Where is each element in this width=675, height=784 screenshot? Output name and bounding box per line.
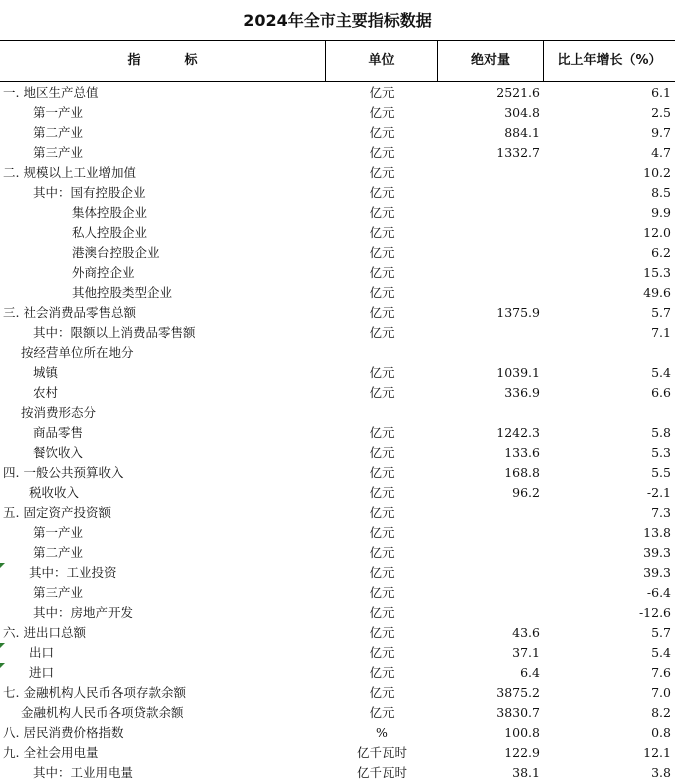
row-growth: 0.8 [651,725,671,740]
row-unit: 亿元 [369,265,395,280]
table-row [0,143,675,163]
row-growth: 5.3 [651,445,671,460]
row-unit: 亿元 [369,465,395,480]
row-absolute: 122.9 [504,745,540,760]
row-absolute: 1039.1 [496,365,540,380]
row-unit: 亿元 [369,325,395,340]
row-unit: 亿元 [369,365,395,380]
row-unit: 亿元 [369,625,395,640]
row-growth: 5.7 [651,305,671,320]
row-growth: 5.4 [651,365,671,380]
row-growth: 39.3 [643,545,671,560]
row-growth: 6.2 [651,245,671,260]
row-unit: 亿元 [369,125,395,140]
row-absolute: 43.6 [512,625,540,640]
row-name: 出口 [29,645,55,660]
table-row [0,543,675,563]
row-growth: -12.6 [638,605,671,620]
table-row [0,163,675,183]
table-row [0,563,675,583]
row-unit: 亿元 [369,165,395,180]
header-growth: 比上年增长（%） [557,53,662,68]
row-growth: 8.2 [651,705,671,720]
row-unit: 亿元 [369,85,395,100]
row-name: 其他控股类型企业 [72,285,173,300]
header-indicator-char-2: 标 [184,53,198,68]
row-unit: 亿元 [369,645,395,660]
row-growth: 3.8 [651,765,671,780]
row-unit: 亿元 [369,205,395,220]
row-absolute: 1332.7 [496,145,540,160]
row-name: 商品零售 [33,425,84,440]
row-growth: 7.3 [651,505,671,520]
row-unit: 亿元 [369,505,395,520]
row-absolute: 6.4 [520,665,540,680]
table-row [0,623,675,643]
row-name: 二. 规模以上工业增加值 [3,165,136,180]
row-unit: 亿元 [369,545,395,560]
row-name: 第二产业 [33,545,84,560]
row-name: 第二产业 [33,125,84,140]
header-absolute: 绝对量 [438,41,544,81]
row-name: 城镇 [33,365,59,380]
row-absolute: 884.1 [504,125,540,140]
row-name: 一. 地区生产总值 [3,85,99,100]
table-row [0,423,675,443]
table-body [0,83,675,783]
row-absolute: 96.2 [512,485,540,500]
row-absolute: 1242.3 [496,425,540,440]
row-name: 金融机构人民币各项贷款余额 [21,705,184,720]
row-unit: 亿元 [369,285,395,300]
row-name: 其中：国有控股企业 [33,185,146,200]
row-absolute: 304.8 [504,105,540,120]
row-name: 外商控企业 [72,265,135,280]
table-row [0,343,675,363]
table-row [0,103,675,123]
row-name: 私人控股企业 [72,225,148,240]
header-indicator [0,41,326,81]
row-unit: 亿元 [369,105,395,120]
table-row [0,523,675,543]
row-growth: 49.6 [643,285,671,300]
table-row [0,183,675,203]
row-growth: 8.5 [651,185,671,200]
row-name: 四. 一般公共预算收入 [3,465,124,480]
table-row [0,603,675,623]
row-name: 第三产业 [33,145,84,160]
table-row [0,123,675,143]
row-unit: 亿元 [369,565,395,580]
row-absolute: 2521.6 [496,85,540,100]
row-growth: 5.8 [651,425,671,440]
row-unit: 亿元 [369,245,395,260]
row-growth: 6.1 [651,85,671,100]
row-unit: 亿元 [369,605,395,620]
table-row [0,443,675,463]
row-unit: 亿元 [369,705,395,720]
row-name: 餐饮收入 [33,445,84,460]
row-absolute: 168.8 [504,465,540,480]
row-growth: 7.6 [651,665,671,680]
row-unit: 亿千瓦时 [356,765,407,780]
row-absolute: 3830.7 [496,705,540,720]
table-row [0,223,675,243]
row-growth: 15.3 [643,265,671,280]
row-unit: 亿元 [369,485,395,500]
row-name: 五. 固定资产投资额 [3,505,111,520]
row-absolute: 133.6 [504,445,540,460]
row-absolute: 3875.2 [496,685,540,700]
row-growth: -2.1 [646,485,671,500]
row-name: 按消费形态分 [21,405,97,420]
row-unit: 亿千瓦时 [356,745,407,760]
row-growth: 9.7 [651,125,671,140]
row-name: 第一产业 [33,105,84,120]
page-title: 2024年全市主要指标数据 [243,11,432,30]
row-unit: 亿元 [369,225,395,240]
row-name: 集体控股企业 [72,205,148,220]
row-growth: 6.6 [651,385,671,400]
row-name: 其中：限额以上消费品零售额 [33,325,196,340]
row-growth: 13.8 [643,525,671,540]
table-row [0,463,675,483]
row-growth: 7.1 [651,325,671,340]
row-growth: 4.7 [651,145,671,160]
row-name: 三. 社会消费品零售总额 [3,305,136,320]
row-growth: 5.7 [651,625,671,640]
row-name: 七. 金融机构人民币各项存款余额 [3,685,186,700]
row-name: 农村 [33,385,59,400]
row-unit: 亿元 [369,145,395,160]
row-absolute: 1375.9 [496,305,540,320]
row-name: 税收收入 [29,485,80,500]
row-growth: 7.0 [651,685,671,700]
row-unit: % [376,725,388,740]
table-row [0,203,675,223]
row-growth: 5.5 [651,465,671,480]
row-name: 港澳台控股企业 [72,245,160,260]
row-name: 第三产业 [33,585,84,600]
table-row [0,383,675,403]
row-name: 九. 全社会用电量 [3,745,99,760]
row-name: 六. 进出口总额 [3,625,86,640]
row-name: 第一产业 [33,525,84,540]
header-indicator-char-1: 指 [127,53,141,68]
row-growth: 9.9 [651,205,671,220]
row-unit: 亿元 [369,385,395,400]
row-unit: 亿元 [369,305,395,320]
row-unit: 亿元 [369,685,395,700]
table-row [0,83,675,103]
row-absolute: 38.1 [512,765,540,780]
table-header [0,40,675,82]
table-row [0,583,675,603]
row-name: 其中：工业投资 [29,565,117,580]
table-row [0,503,675,523]
row-growth: 12.1 [643,745,671,760]
row-name: 进口 [29,665,55,680]
row-name: 其中：房地产开发 [33,605,134,620]
table-row [0,643,675,663]
row-growth: 10.2 [643,165,671,180]
row-unit: 亿元 [369,525,395,540]
table-row [0,723,675,743]
table-row [0,283,675,303]
table-row [0,403,675,423]
row-absolute: 100.8 [504,725,540,740]
table-row [0,303,675,323]
row-unit: 亿元 [369,425,395,440]
row-absolute: 336.9 [504,385,540,400]
table-row [0,363,675,383]
row-growth: 12.0 [643,225,671,240]
table-row [0,323,675,343]
table-row [0,763,675,783]
table-row [0,663,675,683]
table-row [0,263,675,283]
row-name: 按经营单位所在地分 [21,345,134,360]
row-growth: -6.4 [646,585,671,600]
row-absolute: 37.1 [512,645,540,660]
row-growth: 5.4 [651,645,671,660]
table-row [0,243,675,263]
table-row [0,683,675,703]
row-unit: 亿元 [369,585,395,600]
table-row [0,483,675,503]
row-unit: 亿元 [369,665,395,680]
header-unit: 单位 [326,41,438,81]
row-name: 其中：工业用电量 [33,765,134,780]
row-unit: 亿元 [369,185,395,200]
table-row [0,703,675,723]
row-unit: 亿元 [369,445,395,460]
row-growth: 2.5 [651,105,671,120]
table-row [0,743,675,763]
row-name: 八. 居民消费价格指数 [3,725,124,740]
row-growth: 39.3 [643,565,671,580]
